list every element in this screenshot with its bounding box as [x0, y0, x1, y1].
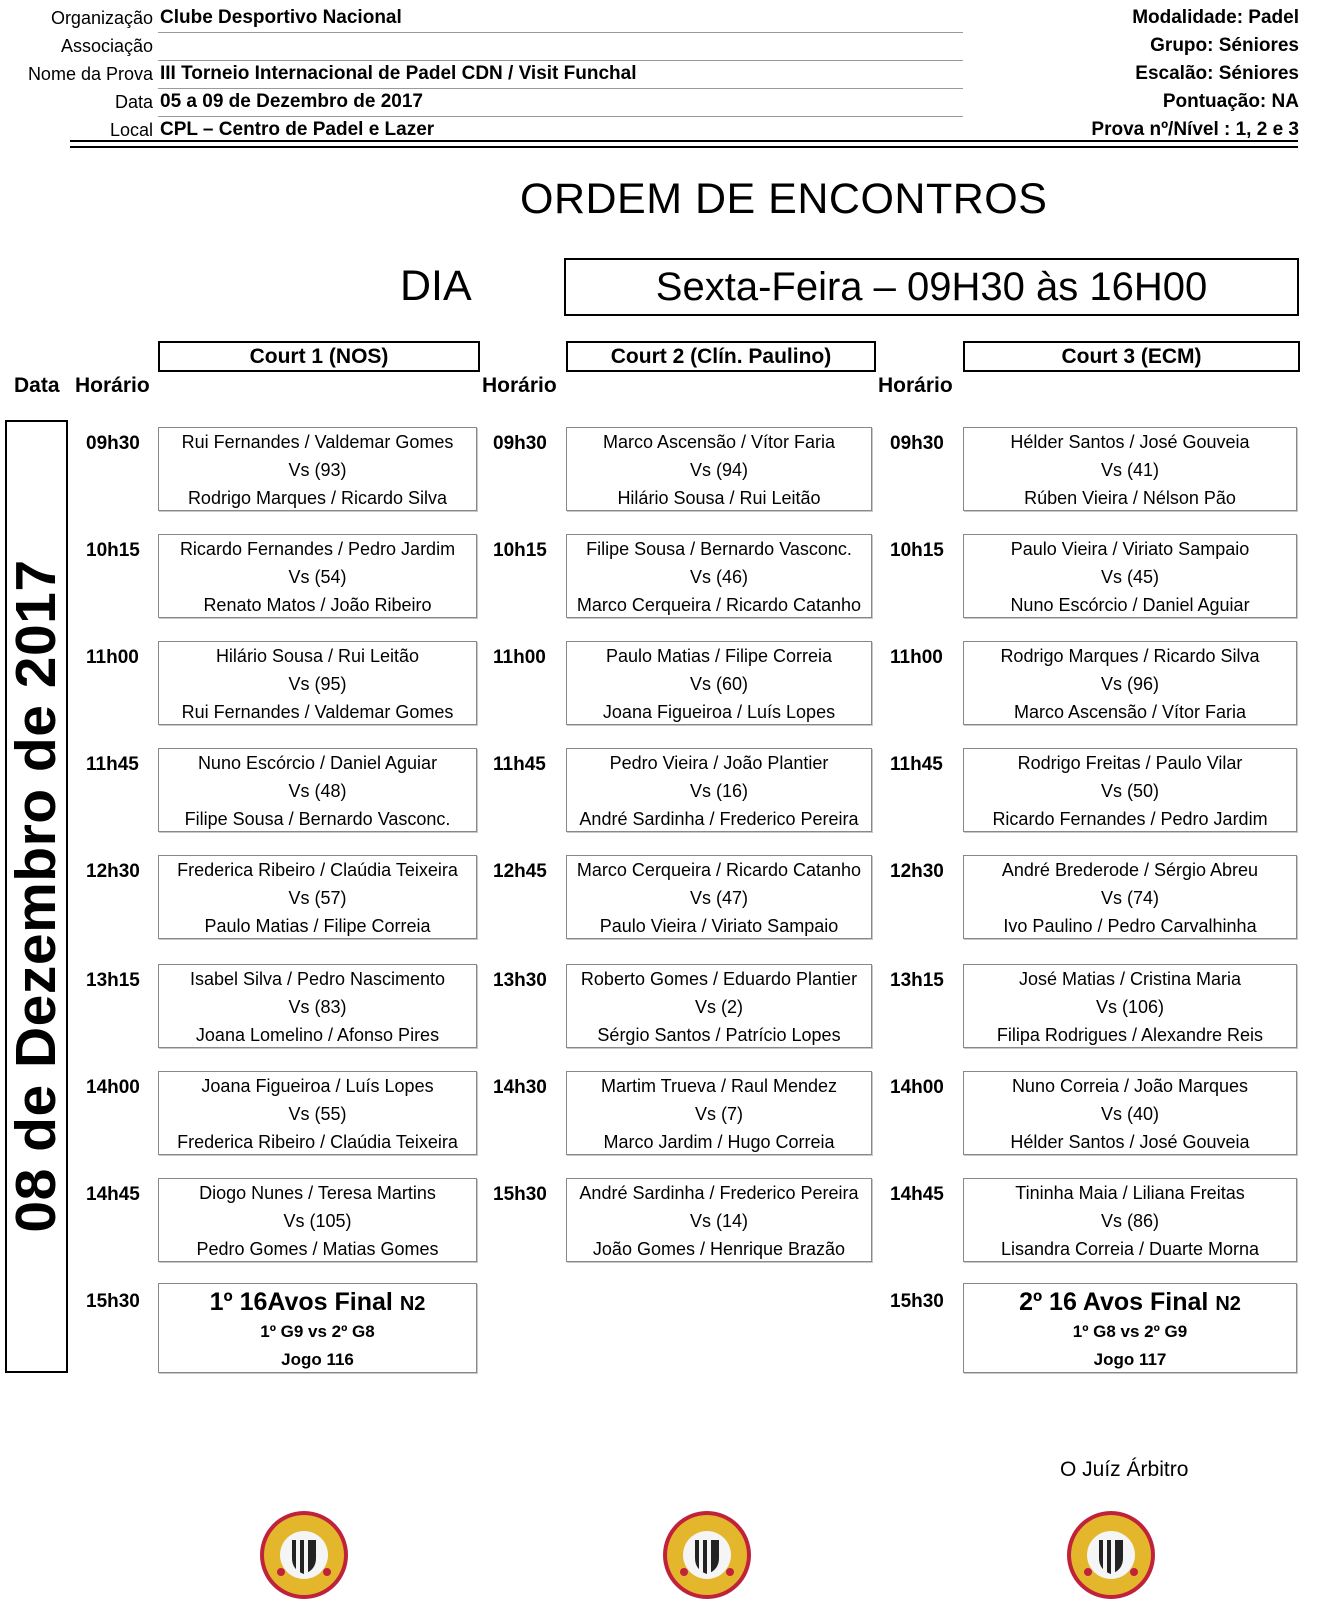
prova-nivel: Prova nº/Nível : 1, 2 e 3 — [1091, 119, 1299, 140]
local-label: Local — [109, 120, 153, 140]
court2-header: Court 2 (Clín. Paulino) — [566, 341, 876, 372]
data-column-header: Data — [14, 374, 60, 397]
team-a: Tininha Maia / Liliana Freitas — [1015, 1183, 1245, 1203]
day-banner: Sexta-Feira – 09H30 às 16H00 — [564, 258, 1299, 316]
prova-underline — [158, 88, 963, 89]
match-time: 11h00 — [86, 647, 139, 668]
team-a: Martim Trueva / Raul Mendez — [600, 1076, 838, 1096]
team-a: Nuno Escórcio / Daniel Aguiar — [197, 753, 438, 773]
match-number: Vs (41) — [1100, 460, 1160, 480]
match-time: 10h15 — [890, 540, 944, 561]
team-b: Rúben Vieira / Nélson Pão — [1024, 488, 1236, 508]
team-a: Hilário Sousa / Rui Leitão — [215, 646, 420, 666]
match-card — [566, 855, 872, 939]
team-a: Isabel Silva / Pedro Nascimento — [189, 969, 446, 989]
team-b: Joana Figueiroa / Luís Lopes — [602, 702, 836, 722]
team-a: Paulo Matias / Filipe Correia — [605, 646, 833, 666]
match-card — [963, 1071, 1297, 1155]
header-rule — [70, 140, 1298, 142]
match-time: 12h30 — [890, 861, 944, 882]
club-crest-logo — [662, 1510, 752, 1600]
match-card — [963, 1178, 1297, 1262]
match-card — [566, 641, 872, 725]
match-number: Vs (54) — [288, 567, 347, 587]
referee-signature-label: O Juíz Árbitro — [1060, 1458, 1189, 1481]
team-a: Rui Fernandes / Valdemar Gomes — [181, 432, 454, 452]
horario-column-header-1: Horário — [75, 374, 150, 397]
match-time: 10h15 — [493, 540, 547, 561]
match-time: 14h00 — [890, 1077, 944, 1098]
grupo: Grupo: Séniores — [1150, 35, 1299, 56]
match-card — [963, 748, 1297, 832]
match-time: 14h00 — [86, 1077, 140, 1098]
match-card — [566, 427, 872, 511]
match-number: Vs (2) — [694, 997, 743, 1017]
club-crest-logo — [259, 1510, 349, 1600]
club-crest-logo — [1066, 1510, 1156, 1600]
match-number: Vs (48) — [288, 781, 347, 801]
assoc-underline — [158, 60, 963, 61]
match-time: 14h45 — [890, 1184, 944, 1205]
match-number: Vs (93) — [288, 460, 347, 480]
org-value: Clube Desportivo Nacional — [160, 7, 402, 28]
match-card — [158, 641, 477, 725]
match-card — [963, 641, 1297, 725]
page-title: ORDEM DE ENCONTROS — [520, 175, 1048, 223]
match-number: Vs (96) — [1100, 674, 1160, 694]
match-card — [158, 427, 477, 511]
prova-label: Nome da Prova — [27, 64, 153, 84]
final1-game: Jogo 116 — [281, 1350, 354, 1369]
match-number: Vs (7) — [694, 1104, 743, 1124]
match-number: Vs (47) — [689, 888, 749, 908]
match-time: 11h45 — [493, 754, 546, 775]
match-time: 13h30 — [493, 970, 547, 991]
team-b: Marco Jardim / Hugo Correia — [603, 1132, 835, 1152]
team-b: Sérgio Santos / Patrício Lopes — [597, 1025, 841, 1045]
team-b: Rui Fernandes / Valdemar Gomes — [181, 702, 454, 722]
match-number: Vs (40) — [1100, 1104, 1160, 1124]
match-time: 11h00 — [890, 647, 943, 668]
final1-card — [158, 1283, 477, 1373]
final2-pairing: 1º G8 vs 2º G9 — [1072, 1322, 1188, 1341]
team-a: Diogo Nunes / Teresa Martins — [199, 1183, 436, 1203]
team-b: Frederica Ribeiro / Claúdia Teixeira — [177, 1132, 458, 1152]
match-number: Vs (45) — [1100, 567, 1160, 587]
court1-header: Court 1 (NOS) — [158, 341, 480, 372]
team-b: Marco Ascensão / Vítor Faria — [1013, 702, 1247, 722]
match-number: Vs (55) — [288, 1104, 347, 1124]
match-number: Vs (105) — [283, 1211, 352, 1231]
horario-column-header-2: Horário — [482, 374, 557, 397]
match-time: 12h45 — [493, 861, 547, 882]
escalao: Escalão: Séniores — [1135, 63, 1299, 84]
match-time: 09h30 — [493, 433, 547, 454]
match-time: 11h45 — [86, 754, 139, 775]
team-b: Marco Cerqueira / Ricardo Catanho — [576, 595, 862, 615]
match-number: Vs (74) — [1100, 888, 1160, 908]
court3-header: Court 3 (ECM) — [963, 341, 1300, 372]
team-a: André Sardinha / Frederico Pereira — [579, 1183, 859, 1203]
match-card — [566, 534, 872, 618]
team-a: Marco Cerqueira / Ricardo Catanho — [576, 860, 862, 880]
team-a: Roberto Gomes / Eduardo Plantier — [580, 969, 858, 989]
team-a: Joana Figueiroa / Luís Lopes — [201, 1076, 434, 1096]
match-card — [158, 964, 477, 1048]
match-time: 13h15 — [890, 970, 944, 991]
match-card — [158, 855, 477, 939]
final2-card — [963, 1283, 1297, 1373]
final1-title: 1º 16Avos Final — [209, 1288, 393, 1316]
team-a: Hélder Santos / José Gouveia — [1010, 432, 1250, 452]
team-a: Marco Ascensão / Vítor Faria — [602, 432, 836, 452]
team-b: Pedro Gomes / Matias Gomes — [196, 1239, 439, 1259]
team-a: Paulo Vieira / Viriato Sampaio — [1010, 539, 1250, 559]
header-rule-double — [70, 146, 1298, 148]
match-card — [158, 1071, 477, 1155]
match-number: Vs (94) — [689, 460, 749, 480]
match-number: Vs (86) — [1100, 1211, 1160, 1231]
match-card — [963, 534, 1297, 618]
local-value: CPL – Centro de Padel e Lazer — [160, 119, 435, 140]
match-card — [963, 427, 1297, 511]
match-card — [963, 855, 1297, 939]
team-b: Paulo Matias / Filipe Correia — [204, 916, 431, 936]
team-b: Ivo Paulino / Pedro Carvalhinha — [1003, 916, 1257, 936]
match-time: 15h30 — [493, 1184, 547, 1205]
data-label: Data — [114, 92, 153, 112]
horario-column-header-3: Horário — [878, 374, 953, 397]
team-b: André Sardinha / Frederico Pereira — [579, 809, 859, 829]
final1-time: 15h30 — [86, 1291, 140, 1312]
team-b: Rodrigo Marques / Ricardo Silva — [187, 488, 448, 508]
data-value: 05 a 09 de Dezembro de 2017 — [160, 91, 423, 112]
team-a: José Matias / Cristina Maria — [1018, 969, 1242, 989]
match-time: 10h15 — [86, 540, 140, 561]
team-b: Hélder Santos / José Gouveia — [1010, 1132, 1250, 1152]
assoc-label: Associação — [60, 36, 153, 56]
final2-game: Jogo 117 — [1093, 1350, 1167, 1369]
match-number: Vs (50) — [1100, 781, 1160, 801]
final1-pairing: 1º G9 vs 2º G8 — [260, 1322, 375, 1341]
team-b: Renato Matos / João Ribeiro — [203, 595, 432, 615]
team-a: Filipe Sousa / Bernardo Vasconc. — [586, 539, 852, 559]
team-b: Filipa Rodrigues / Alexandre Reis — [996, 1025, 1264, 1045]
team-b: Filipe Sousa / Bernardo Vasconc. — [184, 809, 451, 829]
team-a: Rodrigo Marques / Ricardo Silva — [1000, 646, 1260, 666]
team-a: Ricardo Fernandes / Pedro Jardim — [179, 539, 456, 559]
final2-title: 2º 16 Avos Final — [1019, 1288, 1209, 1316]
team-a: Nuno Correia / João Marques — [1011, 1076, 1249, 1096]
pontuacao: Pontuação: NA — [1162, 91, 1299, 112]
match-time: 14h30 — [493, 1077, 547, 1098]
match-time: 14h45 — [86, 1184, 140, 1205]
match-time: 12h30 — [86, 861, 140, 882]
match-number: Vs (95) — [288, 674, 347, 694]
team-a: Frederica Ribeiro / Claúdia Teixeira — [177, 860, 458, 880]
team-b: João Gomes / Henrique Brazão — [592, 1239, 846, 1259]
final2-time: 15h30 — [890, 1291, 944, 1312]
final1-level: N2 — [399, 1293, 426, 1315]
date-vertical-text: 08 de Dezembro de 2017 — [4, 559, 68, 1233]
team-b: Ricardo Fernandes / Pedro Jardim — [992, 809, 1268, 829]
team-b: Joana Lomelino / Afonso Pires — [195, 1025, 440, 1045]
match-time: 09h30 — [890, 433, 944, 454]
team-a: Rodrigo Freitas / Paulo Vilar — [1017, 753, 1243, 773]
match-card — [158, 534, 477, 618]
team-a: André Brederode / Sérgio Abreu — [1001, 860, 1259, 880]
match-number: Vs (60) — [689, 674, 749, 694]
team-b: Paulo Vieira / Viriato Sampaio — [599, 916, 839, 936]
match-card — [566, 1178, 872, 1262]
match-number: Vs (14) — [689, 1211, 749, 1231]
final2-level: N2 — [1215, 1293, 1241, 1315]
team-b: Nuno Escórcio / Daniel Aguiar — [1010, 595, 1250, 615]
team-a: Pedro Vieira / João Plantier — [609, 753, 829, 773]
match-number: Vs (106) — [1095, 997, 1165, 1017]
dia-label: DIA — [400, 262, 472, 310]
prova-value: III Torneio Internacional de Padel CDN / Visit Funchal — [160, 63, 637, 84]
modalidade: Modalidade: Padel — [1132, 7, 1299, 28]
match-card — [566, 964, 872, 1048]
match-card — [566, 1071, 872, 1155]
team-b: Hilário Sousa / Rui Leitão — [617, 488, 821, 508]
team-b: Lisandra Correia / Duarte Morna — [1000, 1239, 1260, 1259]
match-card — [963, 964, 1297, 1048]
org-underline — [158, 32, 963, 33]
match-card — [566, 748, 872, 832]
match-number: Vs (46) — [689, 567, 749, 587]
match-card — [158, 748, 477, 832]
org-label: Organização — [50, 8, 153, 28]
match-time: 09h30 — [86, 433, 140, 454]
match-number: Vs (83) — [288, 997, 347, 1017]
match-card — [158, 1178, 477, 1262]
data-underline — [158, 116, 963, 117]
match-time: 11h45 — [890, 754, 943, 775]
match-number: Vs (16) — [689, 781, 749, 801]
match-number: Vs (57) — [288, 888, 347, 908]
match-time: 13h15 — [86, 970, 140, 991]
match-time: 11h00 — [493, 647, 546, 668]
